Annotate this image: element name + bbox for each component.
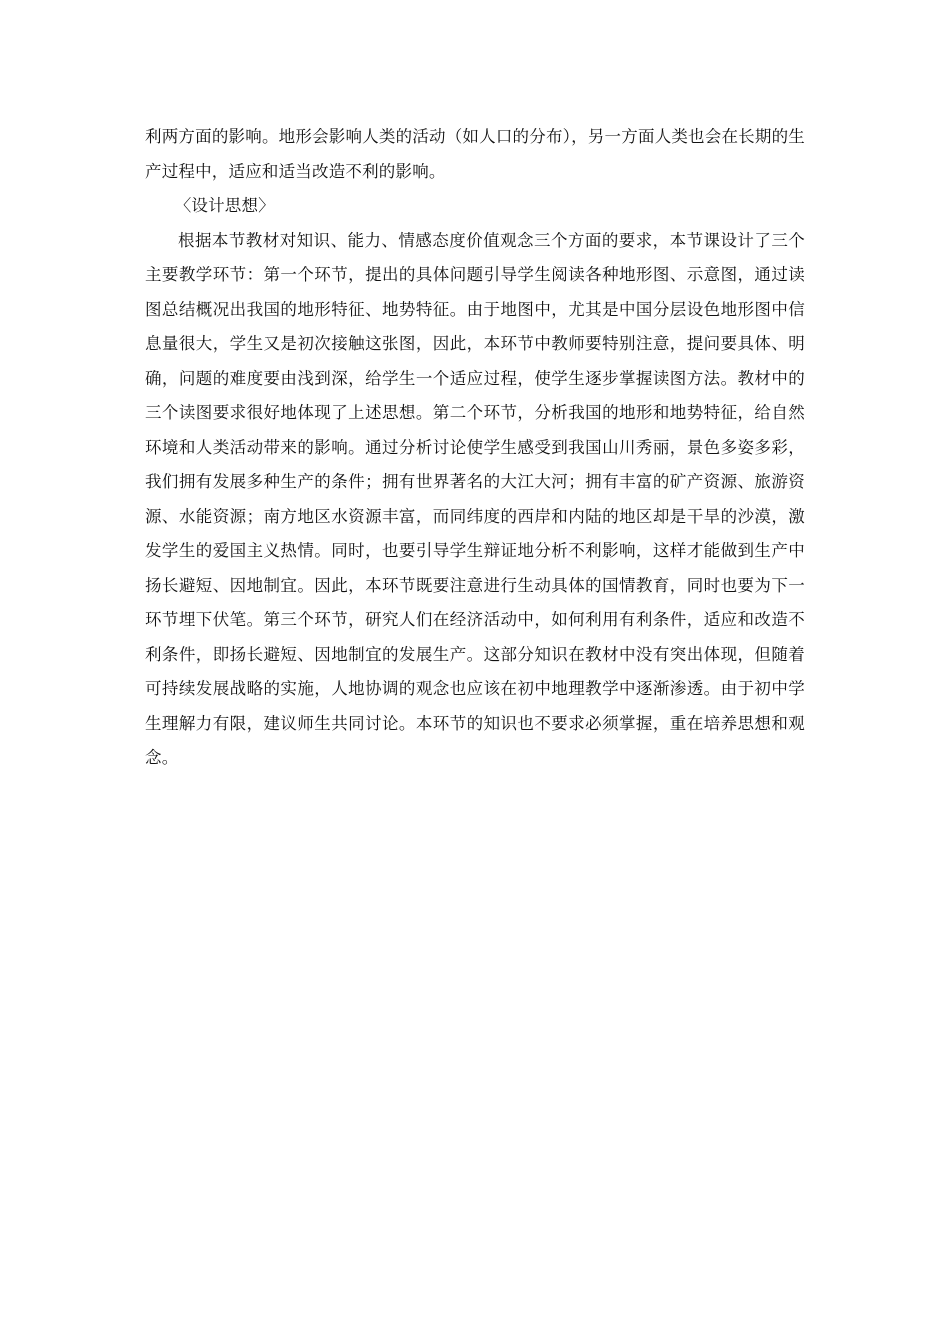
document-body bbox=[145, 120, 805, 776]
design-paragraph: 根据本节教材对知识、能力、情感态度价值观念三个方面的要求，本节课设计了三个主要教学环节：第一个环节，提出的具体问题引导学生阅读各种地形图、示意图，通过读图总结概况出我国的地形特征、地势特征。由于地图中，尤其是中国分层设色地形图中信息量很大，学生又是初次接触这张图，因此，本环节中教师要特别注意，提问要具体、明确，问题的难度要由浅到深，给学生一个适应过程，使学生逐步掌握读图方法。教材中的三个读图要求很好地体现了上述思想。第二个环节，分析我国的地形和地势特征，给自然环境和人类活动带来的影响。通过分析讨论使学生感受到我国山川秀丽，景色多姿多彩，我们拥有发展多种生产的条件；拥有世界著名的大江大河；拥有丰富的矿产资源、旅游资源、水能资源；南方地区水资源丰富，而同纬度的西岸和内陆的地区却是干旱的沙漠，激发学生的爱国主义热情。同时，也要引导学生辩证地分析不利影响，这样才能做到生产中扬长避短、因地制宜。因此，本环节既要注意进行生动具体的国情教育，同时也要为下一环节埋下伏笔。第三个环节，研究人们在经济活动中，如何利用有利条件，适应和改造不利条件，即扬长避短、因地制宜的发展生产。这部分知识在教材中没有突出体现，但随着可持续发展战略的实施，人地协调的观念也应该在初中地理教学中逐渐渗透。由于初中学生理解力有限，建议师生共同讨论。本环节的知识也不要求必须掌握，重在培养思想和观念。 bbox=[145, 230, 805, 767]
continuation-paragraph: 利两方面的影响。地形会影响人类的活动（如人口的分布），另一方面人类也会在长期的生产过程中，适应和适当改造不利的影响。 bbox=[145, 127, 805, 181]
section-heading: 〈设计思想〉 bbox=[174, 196, 275, 215]
